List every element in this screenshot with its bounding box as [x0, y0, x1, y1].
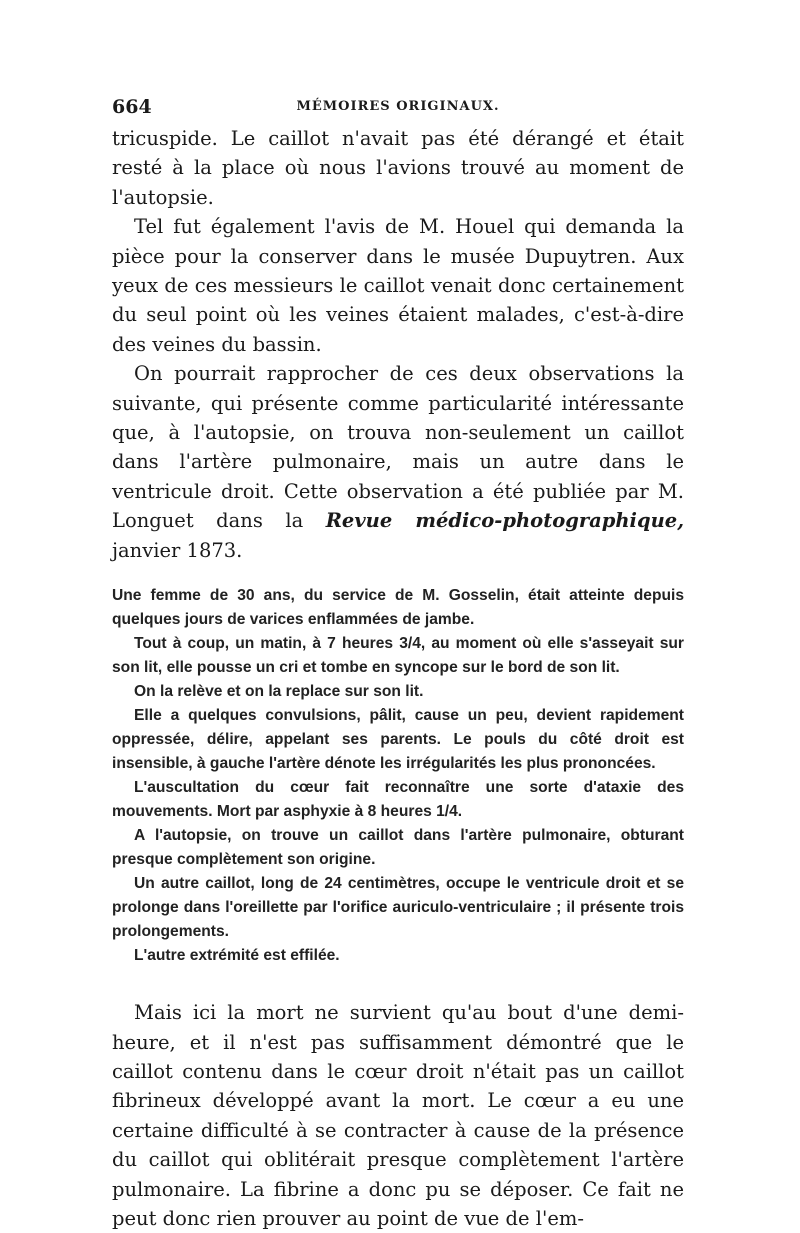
- paragraph-houel: Tel fut également l'avis de M. Houel qui demanda la pièce pour la conserver dans le musée Dupuytren. Aux yeux de ces messieurs le caillot venait donc certainement du seul point où les veines étaient malades, c'est-à-dire des veines du bassin.: [112, 215, 684, 356]
- paragraph-longuet: [112, 359, 684, 565]
- observation-paragraph: Une femme de 30 ans, du service de M. Gosselin, était atteinte depuis quelques jours de varices enflammées de jambe.: [112, 587, 684, 629]
- observation-paragraph: On la relève et on la replace sur son lit.: [134, 683, 424, 701]
- book-page: [112, 96, 684, 1233]
- observation-block: [112, 584, 684, 968]
- observation-paragraph: A l'autopsie, on trouve un caillot dans l'artère pulmonaire, obturant presque complètement son origine.: [112, 827, 684, 869]
- paragraph-longuet-text: On pourrait rapprocher de ces deux observations la suivante, qui présente comme particularité intéressante que, à l'autopsie, on trouva non-seulement un caillot dans l'artère pulmonaire, mais un autre dans le ventricule droit. Cette observation a été publiée par M. Longuet dans la: [112, 362, 684, 533]
- observation-paragraph: Un autre caillot, long de 24 centimètres, occupe le ventricule droit et se prolonge dans l'oreillette par l'orifice auriculo-ventriculaire ; il présente trois prolongements.: [112, 875, 684, 941]
- paragraph-discussion: Mais ici la mort ne survient qu'au bout d'une demi-heure, et il n'est pas suffisamment démontré que le caillot contenu dans le cœur droit n'était pas un caillot fibrineux développé avant la mort. Le cœur a eu une certaine difficulté à se contracter à cause de la présence du caillot qui oblitérait presque complètement l'artère pulmonaire. La fibrine a donc pu se déposer. Ce fait ne peut donc rien prouver au point de vue de l'em-: [112, 1001, 684, 1230]
- page-number: 664: [112, 96, 152, 118]
- page-header: [112, 96, 684, 120]
- observation-paragraph: Elle a quelques convulsions, pâlit, cause un peu, devient rapidement oppressée, délire, appelant ses parents. Le pouls du côté droit est insensible, à gauche l'artère dénote les irrégularités les plus prononcées.: [112, 707, 684, 773]
- observation-paragraph: L'auscultation du cœur fait reconnaître une sorte d'ataxie des mouvements. Mort par asphyxie à 8 heures 1/4.: [112, 779, 684, 821]
- journal-title: Revue médico-photographique,: [325, 509, 684, 533]
- observation-paragraph: L'autre extrémité est effilée.: [134, 947, 340, 965]
- observation-paragraph: Tout à coup, un matin, à 7 heures 3/4, au moment où elle s'asseyait sur son lit, elle pousse un cri et tombe en syncope sur le bord de son lit.: [112, 635, 684, 677]
- paragraph-continuation: tricuspide. Le caillot n'avait pas été dérangé et était resté à la place où nous l'avions trouvé au moment de l'autopsie.: [112, 127, 684, 209]
- paragraph-longuet-date: janvier 1873.: [112, 538, 243, 562]
- running-title: MÉMOIRES ORIGINAUX.: [296, 99, 500, 114]
- closing-text: [112, 998, 684, 1233]
- main-text: [112, 124, 684, 565]
